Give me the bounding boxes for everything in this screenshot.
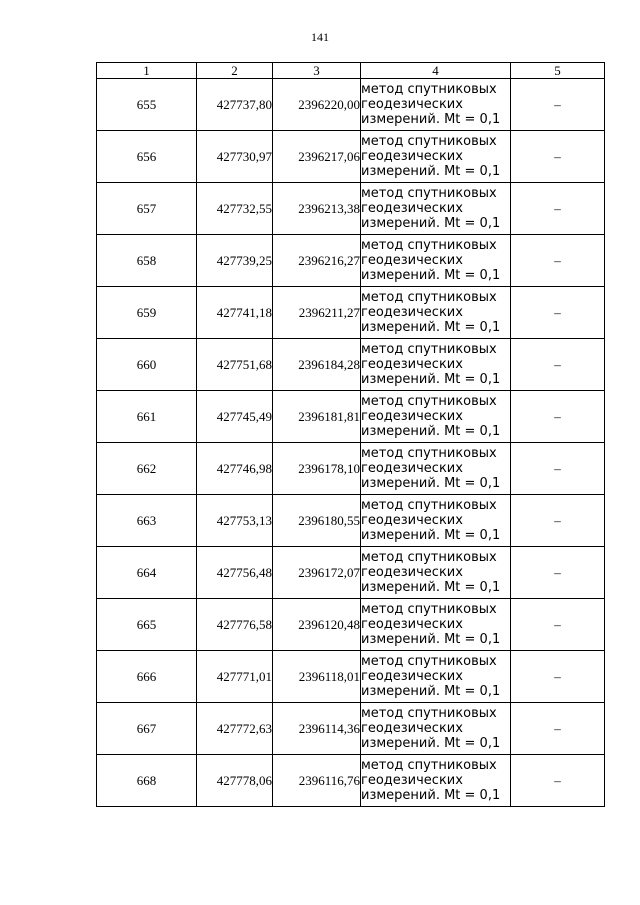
- method-line: метод спутниковых: [361, 758, 497, 773]
- method-line: геодезических: [361, 357, 463, 372]
- method-line: измерений. Mt = 0,1: [361, 112, 501, 127]
- column-header-3: 3: [273, 63, 361, 79]
- y-coordinate-cell: 2396114,36: [273, 703, 361, 755]
- table-row: [97, 391, 605, 443]
- note-cell: –: [511, 495, 605, 547]
- table-row: [97, 79, 605, 131]
- method-line: метод спутниковых: [361, 706, 497, 721]
- y-coordinate-cell: 2396120,48: [273, 599, 361, 651]
- method-line: геодезических: [361, 617, 463, 632]
- method-cell: [361, 235, 511, 287]
- method-line: метод спутниковых: [361, 394, 497, 409]
- method-line: геодезических: [361, 305, 463, 320]
- method-cell: [361, 703, 511, 755]
- method-cell: [361, 339, 511, 391]
- method-line: метод спутниковых: [361, 498, 497, 513]
- point-number-cell: 664: [97, 547, 197, 599]
- method-line: метод спутниковых: [361, 290, 497, 305]
- table-row: [97, 755, 605, 807]
- coordinates-table: [96, 62, 605, 807]
- method-cell: [361, 599, 511, 651]
- method-cell: [361, 79, 511, 131]
- method-cell: [361, 547, 511, 599]
- y-coordinate-cell: 2396180,55: [273, 495, 361, 547]
- y-coordinate-cell: 2396172,07: [273, 547, 361, 599]
- method-cell: [361, 131, 511, 183]
- x-coordinate-cell: 427751,68: [197, 339, 273, 391]
- method-line: измерений. Mt = 0,1: [361, 580, 501, 595]
- method-line: геодезических: [361, 721, 463, 736]
- y-coordinate-cell: 2396213,38: [273, 183, 361, 235]
- method-cell: [361, 443, 511, 495]
- method-cell: [361, 391, 511, 443]
- method-line: геодезических: [361, 461, 463, 476]
- method-cell: [361, 183, 511, 235]
- y-coordinate-cell: 2396184,28: [273, 339, 361, 391]
- point-number-cell: 656: [97, 131, 197, 183]
- point-number-cell: 665: [97, 599, 197, 651]
- method-line: измерений. Mt = 0,1: [361, 372, 501, 387]
- y-coordinate-cell: 2396217,06: [273, 131, 361, 183]
- x-coordinate-cell: 427746,98: [197, 443, 273, 495]
- point-number-cell: 658: [97, 235, 197, 287]
- method-line: метод спутниковых: [361, 82, 497, 97]
- table-row: [97, 339, 605, 391]
- point-number-cell: 667: [97, 703, 197, 755]
- note-cell: –: [511, 651, 605, 703]
- column-header-5: 5: [511, 63, 605, 79]
- method-line: измерений. Mt = 0,1: [361, 476, 501, 491]
- note-cell: –: [511, 339, 605, 391]
- y-coordinate-cell: 2396181,81: [273, 391, 361, 443]
- point-number-cell: 663: [97, 495, 197, 547]
- point-number-cell: 666: [97, 651, 197, 703]
- y-coordinate-cell: 2396220,00: [273, 79, 361, 131]
- table-header-row: [97, 63, 605, 79]
- table-row: [97, 495, 605, 547]
- x-coordinate-cell: 427730,97: [197, 131, 273, 183]
- column-header-1: 1: [97, 63, 197, 79]
- method-line: геодезических: [361, 565, 463, 580]
- method-line: измерений. Mt = 0,1: [361, 684, 501, 699]
- method-line: измерений. Mt = 0,1: [361, 268, 501, 283]
- y-coordinate-cell: 2396118,01: [273, 651, 361, 703]
- method-line: измерений. Mt = 0,1: [361, 788, 501, 803]
- table-row: [97, 131, 605, 183]
- x-coordinate-cell: 427739,25: [197, 235, 273, 287]
- y-coordinate-cell: 2396211,27: [273, 287, 361, 339]
- method-line: измерений. Mt = 0,1: [361, 528, 501, 543]
- method-line: метод спутниковых: [361, 186, 497, 201]
- method-line: метод спутниковых: [361, 342, 497, 357]
- method-cell: [361, 755, 511, 807]
- table-body: [97, 63, 605, 807]
- method-line: геодезических: [361, 513, 463, 528]
- x-coordinate-cell: 427732,55: [197, 183, 273, 235]
- method-line: геодезических: [361, 773, 463, 788]
- note-cell: –: [511, 443, 605, 495]
- note-cell: –: [511, 287, 605, 339]
- method-line: метод спутниковых: [361, 134, 497, 149]
- x-coordinate-cell: 427737,80: [197, 79, 273, 131]
- point-number-cell: 661: [97, 391, 197, 443]
- method-line: геодезических: [361, 409, 463, 424]
- note-cell: –: [511, 755, 605, 807]
- column-header-4: 4: [361, 63, 511, 79]
- note-cell: –: [511, 391, 605, 443]
- y-coordinate-cell: 2396178,10: [273, 443, 361, 495]
- x-coordinate-cell: 427756,48: [197, 547, 273, 599]
- point-number-cell: 668: [97, 755, 197, 807]
- point-number-cell: 657: [97, 183, 197, 235]
- point-number-cell: 655: [97, 79, 197, 131]
- note-cell: –: [511, 183, 605, 235]
- table-row: [97, 443, 605, 495]
- method-line: метод спутниковых: [361, 238, 497, 253]
- note-cell: –: [511, 703, 605, 755]
- note-cell: –: [511, 599, 605, 651]
- y-coordinate-cell: 2396216,27: [273, 235, 361, 287]
- table-row: [97, 235, 605, 287]
- x-coordinate-cell: 427778,06: [197, 755, 273, 807]
- y-coordinate-cell: 2396116,76: [273, 755, 361, 807]
- point-number-cell: 659: [97, 287, 197, 339]
- point-number-cell: 662: [97, 443, 197, 495]
- note-cell: –: [511, 79, 605, 131]
- method-line: измерений. Mt = 0,1: [361, 736, 501, 751]
- method-line: метод спутниковых: [361, 654, 497, 669]
- method-line: метод спутниковых: [361, 602, 497, 617]
- method-line: геодезических: [361, 149, 463, 164]
- method-line: измерений. Mt = 0,1: [361, 320, 501, 335]
- table-row: [97, 703, 605, 755]
- point-number-cell: 660: [97, 339, 197, 391]
- note-cell: –: [511, 131, 605, 183]
- method-line: геодезических: [361, 201, 463, 216]
- note-cell: –: [511, 235, 605, 287]
- method-line: метод спутниковых: [361, 550, 497, 565]
- table-row: [97, 183, 605, 235]
- x-coordinate-cell: 427772,63: [197, 703, 273, 755]
- x-coordinate-cell: 427776,58: [197, 599, 273, 651]
- x-coordinate-cell: 427745,49: [197, 391, 273, 443]
- table-row: [97, 287, 605, 339]
- method-line: геодезических: [361, 253, 463, 268]
- method-cell: [361, 651, 511, 703]
- method-line: геодезических: [361, 97, 463, 112]
- table-row: [97, 547, 605, 599]
- method-line: измерений. Mt = 0,1: [361, 424, 501, 439]
- method-line: метод спутниковых: [361, 446, 497, 461]
- method-line: измерений. Mt = 0,1: [361, 216, 501, 231]
- method-cell: [361, 495, 511, 547]
- x-coordinate-cell: 427741,18: [197, 287, 273, 339]
- table-row: [97, 599, 605, 651]
- method-cell: [361, 287, 511, 339]
- note-cell: –: [511, 547, 605, 599]
- method-line: измерений. Mt = 0,1: [361, 164, 501, 179]
- column-header-2: 2: [197, 63, 273, 79]
- table-row: [97, 651, 605, 703]
- method-line: геодезических: [361, 669, 463, 684]
- method-line: измерений. Mt = 0,1: [361, 632, 501, 647]
- page-number: 141: [311, 30, 329, 44]
- x-coordinate-cell: 427753,13: [197, 495, 273, 547]
- x-coordinate-cell: 427771,01: [197, 651, 273, 703]
